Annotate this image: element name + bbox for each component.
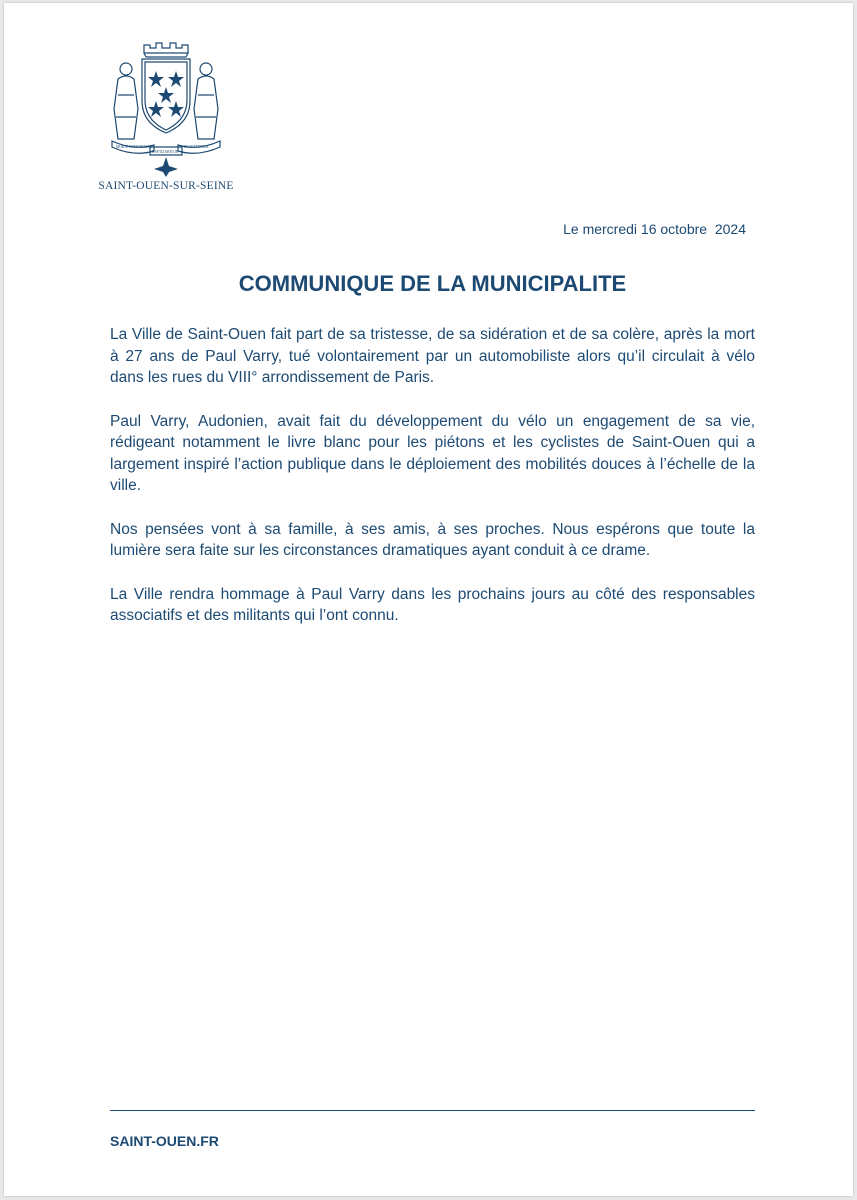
document-page: [4, 3, 853, 1196]
city-crest-logo: [104, 39, 228, 177]
document-date: Le mercredi 16 octobre 2024: [563, 221, 746, 237]
footer-divider: [110, 1110, 755, 1111]
town-name: SAINT-OUEN-SUR-SEINE: [98, 180, 234, 192]
crest-banner-center-text: BAPTIZABITUR: [152, 150, 178, 154]
paragraph: Paul Varry, Audonien, avait fait du développement du vélo un engagement de sa vie, rédigeant notamment le livre blanc pour les piétons et les cyclistes de Saint-Ouen qui a largement inspiré l’action publique dans le déploiement des mobilités douces à l’échelle de la ville.: [110, 412, 755, 494]
crest-banner-left-text: MORTE IMMORTALIS: [116, 145, 152, 149]
page-title: COMMUNIQUE DE LA MUNICIPALITE: [238, 271, 627, 296]
paragraph: La Ville de Saint-Ouen fait part de sa tristesse, de sa sidération et de sa colère, après la mort à 27 ans de Paul Varry, tué volontairement par un automobiliste alors qu’il circulait à vélo dans les rues du VIII° arrondissement de Paris.: [110, 326, 755, 386]
footer-website-link[interactable]: SAINT-OUEN.FR: [110, 1133, 219, 1149]
paragraph: Nos pensées vont à sa famille, à ses amis, à ses proches. Nous espérons que toute la lumière sera faite sur les circonstances dramatiques ayant conduit à ce drame.: [110, 520, 755, 559]
communique-body: [110, 324, 755, 649]
crest-banner-right-text: IN AETERNUM: [184, 145, 209, 149]
paragraph: La Ville rendra hommage à Paul Varry dans les prochains jours au côté des responsables associatifs et des militants qui l’ont connu.: [110, 585, 755, 624]
